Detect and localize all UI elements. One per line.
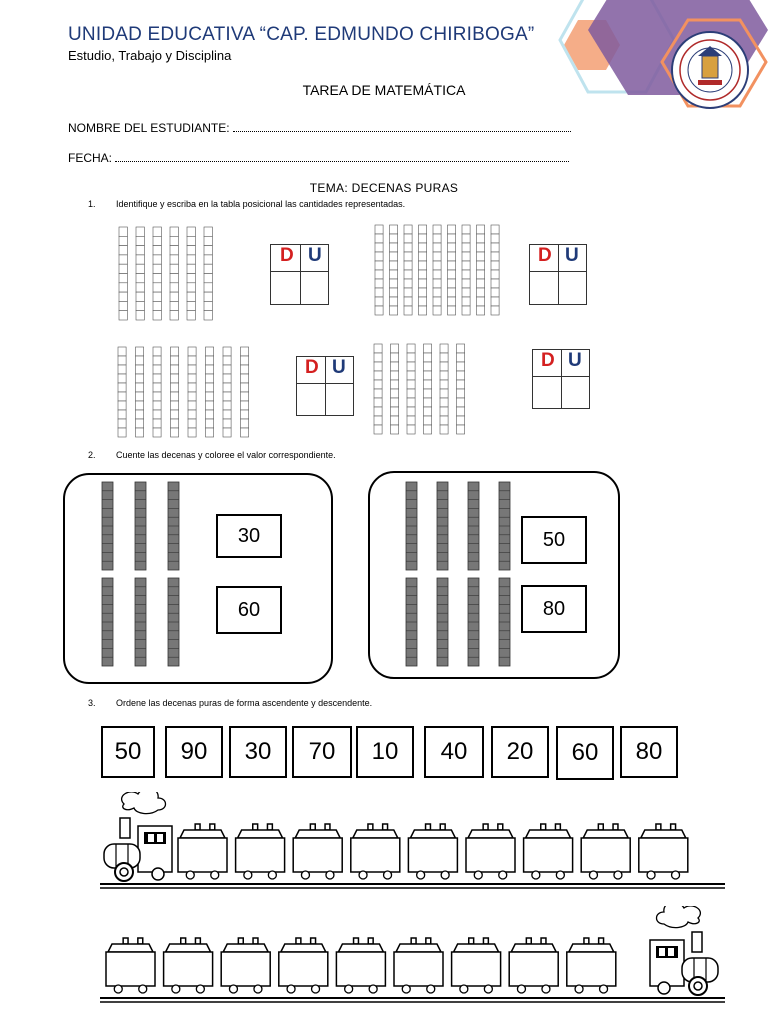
tens-header: D: [538, 245, 552, 266]
train-wagon: [581, 824, 630, 879]
ten-rod: [135, 578, 146, 666]
date-field[interactable]: [68, 151, 569, 165]
ten-rod: [499, 578, 510, 666]
train-engine: [650, 906, 718, 995]
ten-rod: [433, 225, 441, 315]
ten-rod: [390, 225, 398, 315]
exercise-1-number: 1.: [88, 199, 96, 209]
ten-rod: [206, 347, 214, 437]
ten-rod: [187, 227, 195, 320]
ten-rod: [462, 225, 470, 315]
ten-rod: [440, 344, 448, 434]
ten-rod: [170, 227, 178, 320]
train-wagon: [351, 824, 400, 879]
units-header: U: [568, 350, 582, 371]
ten-rod: [374, 344, 382, 434]
number-card[interactable]: 60: [556, 726, 614, 780]
tens-header: D: [541, 350, 555, 371]
train-wagon: [408, 824, 457, 879]
number-card[interactable]: 10: [356, 726, 414, 778]
date-line[interactable]: [115, 151, 569, 162]
train-wagon: [178, 824, 227, 879]
ten-rod: [406, 482, 417, 570]
train-wagon: [466, 824, 515, 879]
tens-rods-group-1: [100, 480, 190, 670]
units-header: U: [332, 357, 346, 378]
exercise-2-text: Cuente las decenas y coloree el valor correspondiente.: [116, 450, 336, 460]
ten-rod: [119, 227, 127, 320]
ten-rod: [404, 225, 412, 315]
train-wagon: [452, 938, 501, 993]
train-wagon: [293, 824, 342, 879]
number-card[interactable]: 70: [292, 726, 352, 778]
page-title: TAREA DE MATEMÁTICA: [302, 82, 466, 98]
train-wagon: [509, 938, 558, 993]
student-name-line[interactable]: [233, 121, 571, 132]
number-card[interactable]: 80: [620, 726, 678, 778]
ten-rod: [223, 347, 231, 437]
base-ten-group-1: [118, 226, 228, 322]
base-ten-group-4: [373, 343, 488, 435]
number-card[interactable]: 50: [101, 726, 155, 778]
train-wagon: [106, 938, 155, 993]
ten-rod: [407, 344, 415, 434]
train-wagon: [639, 824, 688, 879]
school-motto: Estudio, Trabajo y Disciplina: [68, 48, 232, 63]
exercise-3-text: Ordene las decenas puras de forma ascendente y descendente.: [116, 698, 373, 708]
ten-rod: [391, 344, 399, 434]
number-card[interactable]: 20: [491, 726, 549, 778]
number-card[interactable]: 30: [229, 726, 287, 778]
units-header: U: [565, 245, 579, 266]
ten-rod: [171, 347, 179, 437]
ten-rod: [468, 482, 479, 570]
ten-rod: [153, 227, 161, 320]
ten-rod: [118, 347, 126, 437]
place-value-table-1[interactable]: [270, 244, 329, 305]
tens-header: D: [305, 357, 319, 378]
train-wagon: [164, 938, 213, 993]
ten-rod: [135, 482, 146, 570]
ten-rod: [424, 344, 432, 434]
ten-rod: [241, 347, 249, 437]
ten-rod: [468, 578, 479, 666]
exercise-3-instruction: [88, 698, 372, 708]
option-box[interactable]: 60: [216, 586, 282, 634]
topic-heading: TEMA: DECENAS PURAS: [309, 181, 459, 195]
ten-rod: [491, 225, 499, 315]
ten-rod: [153, 347, 161, 437]
student-name-field[interactable]: [68, 121, 571, 135]
place-value-table-3[interactable]: [296, 356, 354, 416]
ten-rod: [406, 578, 417, 666]
tens-header: D: [280, 245, 294, 266]
number-card[interactable]: 90: [165, 726, 223, 778]
units-header: U: [308, 245, 322, 266]
ten-rod: [375, 225, 383, 315]
exercise-1-text: Identifique y escriba en la tabla posicional las cantidades representadas.: [116, 199, 406, 209]
exercise-2-instruction: [88, 450, 336, 460]
ten-rod: [437, 578, 448, 666]
exercise-3-number: 3.: [88, 698, 96, 708]
train-engine: [104, 792, 172, 881]
ten-rod: [102, 578, 113, 666]
ten-rod: [437, 482, 448, 570]
train-wagon: [524, 824, 573, 879]
train-wagon: [279, 938, 328, 993]
exercise-2-number: 2.: [88, 450, 96, 460]
header-hexagon-decoration: [528, 0, 768, 118]
train-wagon: [394, 938, 443, 993]
tens-rods-group-2: [404, 480, 514, 670]
ten-rod: [477, 225, 485, 315]
ascending-train: [100, 792, 740, 892]
base-ten-group-2: [374, 224, 509, 316]
ten-rod: [136, 227, 144, 320]
ten-rod: [168, 578, 179, 666]
train-wagon: [221, 938, 270, 993]
student-name-label: NOMBRE DEL ESTUDIANTE:: [68, 121, 230, 135]
place-value-table-2[interactable]: [529, 244, 587, 305]
school-name: UNIDAD EDUCATIVA “CAP. EDMUNDO CHIRIBOGA”: [68, 24, 535, 45]
ten-rod: [419, 225, 427, 315]
ten-rod: [136, 347, 144, 437]
option-box[interactable]: 30: [216, 514, 282, 558]
place-value-table-4[interactable]: [532, 349, 590, 409]
ten-rod: [457, 344, 465, 434]
ten-rod: [102, 482, 113, 570]
ten-rod: [499, 482, 510, 570]
descending-train: [100, 906, 740, 1006]
ten-rod: [168, 482, 179, 570]
ten-rod: [204, 227, 212, 320]
exercise-1-instruction: [88, 199, 405, 209]
option-box[interactable]: 80: [521, 585, 587, 633]
train-wagon: [567, 938, 616, 993]
number-card[interactable]: 40: [424, 726, 484, 778]
ten-rod: [448, 225, 456, 315]
date-label: FECHA:: [68, 151, 113, 165]
ten-rod: [188, 347, 196, 437]
option-box[interactable]: 50: [521, 516, 587, 564]
train-wagon: [236, 824, 285, 879]
base-ten-group-3: [117, 346, 272, 438]
train-wagon: [336, 938, 385, 993]
